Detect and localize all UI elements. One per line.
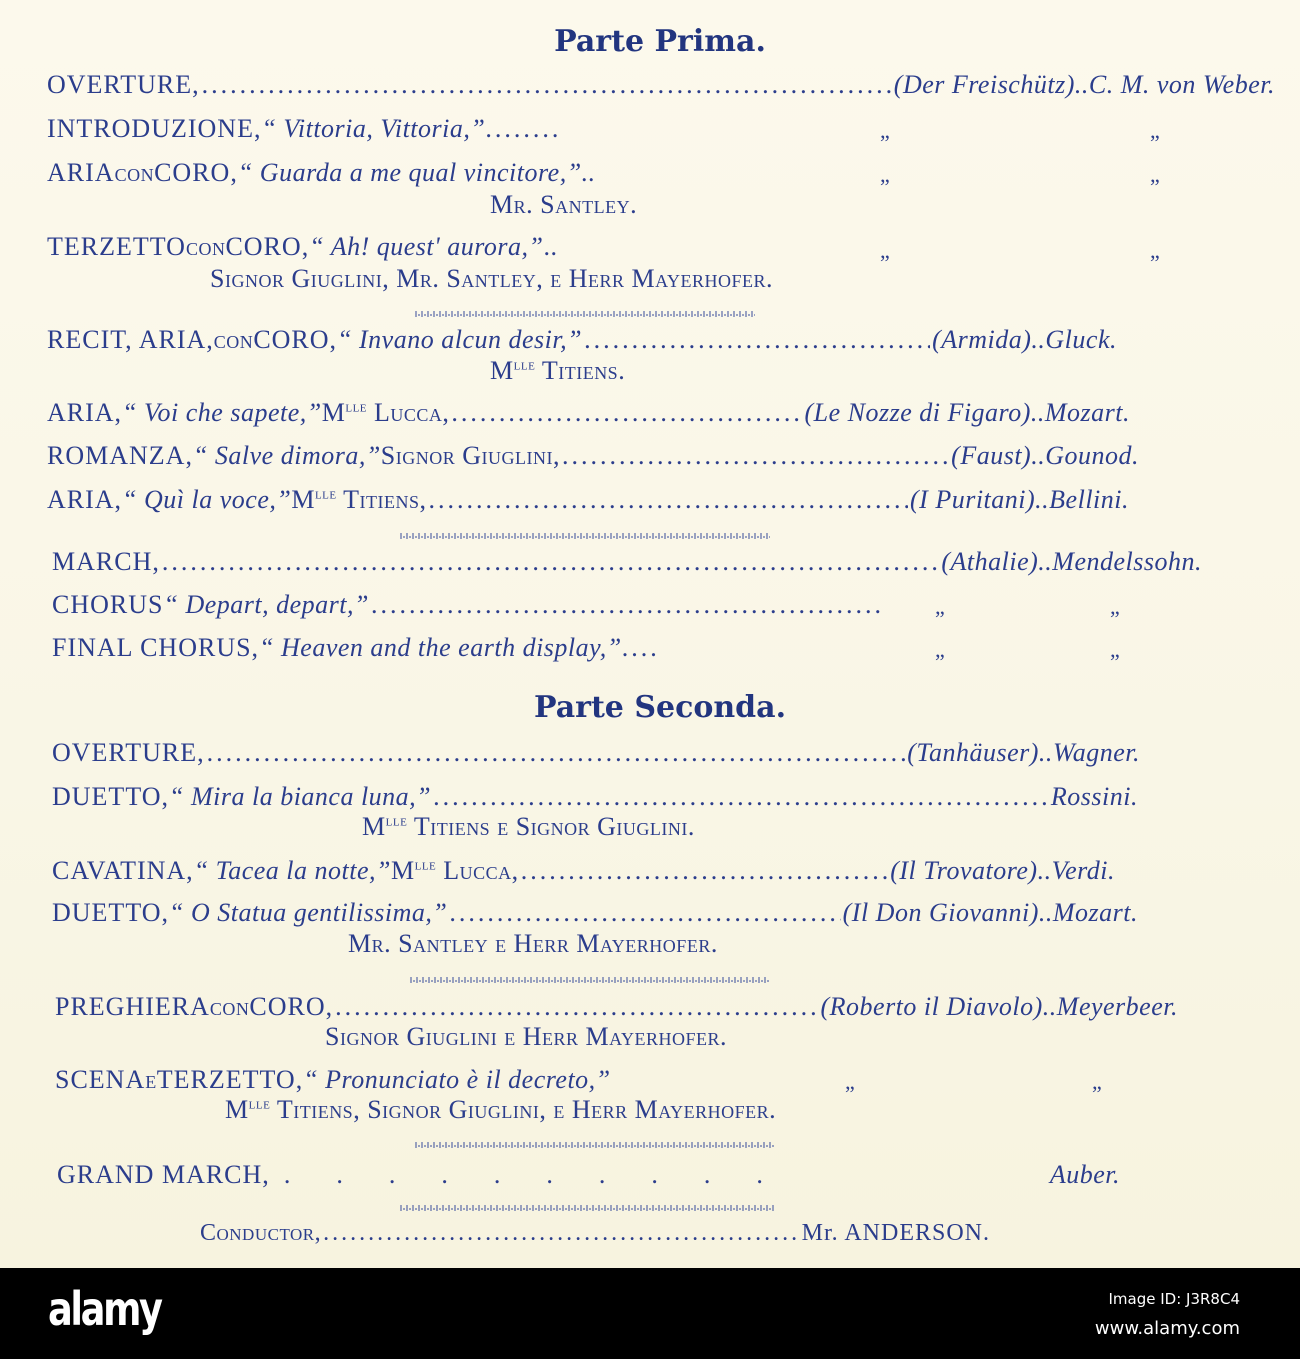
dot-leader [433,782,1049,812]
item-performer: Signor Giuglini e Herr Mayerhofer. [325,1022,727,1051]
programme-item-aria-qui-la-voce [47,485,1129,517]
dot-leader [584,325,930,355]
ditto-mark: „ [845,1069,855,1094]
item-work: (Tanhäuser).. [907,738,1053,767]
dot-leader [562,441,949,471]
item-title: ARIA, [47,398,123,427]
item-quote: “ Ah! quest' aurora,” [309,232,544,261]
item-title: OVERTURE, [47,70,200,99]
item-composer: Verdi. [1051,856,1115,885]
ditto-mark: „ [1092,1069,1102,1094]
item-performer: Mr. Santley e Herr Mayerhofer. [348,929,718,958]
title-m: M [490,356,514,385]
title-sup: lle [314,486,337,503]
item-work: (Faust).. [951,441,1046,470]
conductor-name: Mr. ANDERSON. [801,1220,990,1246]
item-title: ARIA, [47,485,123,514]
item-quote: “ Heaven and the earth display,” [259,633,622,662]
item-quote: “ Pronunciato è il decreto,” [303,1065,611,1094]
item-quote: “ O Statua gentilissima,” [169,898,448,927]
item-dots: .. [543,232,558,261]
dot-leader [323,1220,799,1247]
watermark-bar [0,1268,1300,1359]
programme-item-overture [47,70,1275,102]
title-sup: lle [513,357,536,374]
item-quote: “ Mira la bianca luna,” [169,782,432,811]
conductor-label: Conductor, [200,1220,322,1246]
ditto-mark: „ [1110,637,1120,662]
performer-name: Lucca, [367,398,450,427]
conductor-line [200,1220,990,1252]
dot-leader [202,70,892,100]
item-performer [362,812,695,842]
ditto-mark: „ [1110,594,1120,619]
item-title: OVERTURE, [52,738,205,767]
part-two-heading: Parte Seconda. [533,690,787,725]
item-quote: “ Guarda a me qual vincitore,”.. [237,158,596,187]
item-quote: “ Voi che sapete,” [122,398,322,427]
item-title: CAVATINA, [52,856,194,885]
item-performer [391,856,519,886]
item-work: (Roberto il Diavolo).. [820,992,1057,1021]
item-dots: ........ [485,114,562,143]
item-composer: Gluck. [1045,325,1117,354]
dot-leader [335,992,818,1022]
programme-item-recit [47,325,1117,357]
programme-item-terzetto [47,232,557,264]
item-performer: Signor Giuglini, [380,441,561,470]
item-composer: Mozart. [1052,898,1138,927]
item-con: con [209,992,250,1021]
item-work: (Il Trovatore).. [890,856,1052,885]
item-composer: Rossini. [1050,782,1138,811]
item-quote: “ Quì la voce,” [122,485,292,514]
item-quote: “ Invano alcun desir,” [337,325,583,354]
item-performer: Signor Giuglini, Mr. Santley, e Herr Mayerhofer. [210,264,774,293]
item-title-2: CORO, [225,232,310,261]
programme-item-duetto-statua [52,898,1138,930]
item-work: (Il Don Giovanni).. [842,898,1053,927]
title-m: M [390,856,415,885]
item-performer [291,485,426,515]
ditto-mark: „ [935,594,945,619]
item-composer: C. M. von Weber. [1088,70,1275,99]
item-title-2: TERZETTO, [156,1065,304,1094]
title-m: M [291,485,315,514]
image-id: Image ID: J3R8C4 [1108,1290,1240,1308]
dot-leader [371,590,880,620]
item-composer: Gounod. [1045,441,1139,470]
performer-name: Titiens, Signor Giuglini, e Herr Mayerhofer. [270,1095,777,1124]
item-composer: Mozart. [1044,398,1130,427]
performer-name: Titiens, [336,485,427,514]
wavy-divider [410,977,770,983]
item-title-2: CORO, [154,158,238,187]
ditto-mark: „ [935,637,945,662]
item-quote: “ Vittoria, Vittoria,” [261,114,486,143]
item-work: (I Puritani).. [910,485,1050,514]
performer-name: Titiens e Signor Giuglini. [407,812,695,841]
programme-item-overture-2 [52,738,1140,770]
title-sup: lle [248,1096,271,1113]
performer-name: Titiens. [535,356,626,385]
item-title: GRAND MARCH, [57,1160,270,1189]
item-e: e [145,1065,157,1094]
dot-leader [162,547,940,577]
dot-leader [449,898,840,928]
item-title: PREGHIERA [55,992,210,1021]
item-title: FINAL CHORUS, [52,633,260,662]
watermark-url: www.alamy.com [1094,1318,1240,1339]
ditto-mark: „ [1150,118,1160,143]
alamy-logo: alamy [48,1282,161,1336]
item-work: (Der Freischütz).. [893,70,1089,99]
item-title: DUETTO, [52,898,170,927]
item-dots: .... [621,633,660,662]
item-composer: Auber. [1049,1160,1120,1189]
dot-leader [207,738,906,768]
wavy-divider [415,311,755,317]
wavy-divider [400,533,770,539]
item-title: TERZETTO [47,232,186,261]
item-con: con [114,158,155,187]
dot-leader [521,856,889,886]
title-m: M [225,1095,249,1124]
programme-item-final-chorus [52,633,660,665]
item-title: RECIT, ARIA, [47,325,214,354]
programme-item-grand-march [57,1160,1120,1192]
item-composer: Wagner. [1052,738,1140,767]
item-title: SCENA [55,1065,146,1094]
title-sup: lle [414,857,437,874]
item-performer: Mr. Santley. [490,190,638,219]
item-con: con [185,232,226,261]
programme-item-aria-voi-che-sapete [47,398,1130,430]
programme-item-introduzione [47,114,561,146]
item-performer [225,1095,776,1125]
item-title: MARCH, [52,547,160,576]
item-title-2: CORO, [253,325,338,354]
programme-item-march [52,547,1202,579]
item-composer: Bellini. [1049,485,1129,514]
title-m: M [362,812,386,841]
ditto-mark: „ [880,162,890,187]
item-title: CHORUS [52,590,164,619]
item-quote: “ Salve dimora,” [192,441,381,470]
item-performer [322,398,450,428]
part-one-heading: Parte Prima. [554,24,766,59]
ditto-mark: „ [880,238,890,263]
title-m: M [321,398,346,427]
programme-item-aria-con-coro [47,158,596,190]
item-con: con [213,325,254,354]
item-work: (Le Nozze di Figaro).. [804,398,1045,427]
item-title: DUETTO, [52,782,170,811]
item-title: INTRODUZIONE, [47,114,262,143]
programme-item-preghiera [55,992,1178,1024]
item-dots: . . . . . . . . . . [283,1160,767,1189]
dot-leader [429,485,908,515]
item-composer: Meyerbeer. [1056,992,1178,1021]
ditto-mark: „ [1150,238,1160,263]
title-sup: lle [385,813,408,830]
dot-leader [451,398,802,428]
ditto-mark: „ [1150,162,1160,187]
ditto-mark: „ [880,118,890,143]
programme-item-chorus [52,590,882,622]
item-composer: Mendelssohn. [1052,547,1202,576]
item-performer [490,356,625,386]
item-title: ROMANZA, [47,441,193,470]
performer-name: Lucca, [436,856,519,885]
wavy-divider [400,1205,775,1211]
item-quote: “ Depart, depart,” [163,590,369,619]
programme-item-scena-terzetto [55,1065,611,1097]
item-work: (Armida).. [932,325,1046,354]
item-title-2: CORO, [249,992,334,1021]
item-quote: “ Tacea la notte,” [193,856,391,885]
programme-item-duetto-mira [52,782,1138,814]
item-title: ARIA [47,158,115,187]
item-work: (Athalie).. [941,547,1053,576]
wavy-divider [415,1142,775,1148]
programme-item-romanza [47,441,1139,473]
programme-item-cavatina [52,856,1115,888]
title-sup: lle [345,399,368,416]
